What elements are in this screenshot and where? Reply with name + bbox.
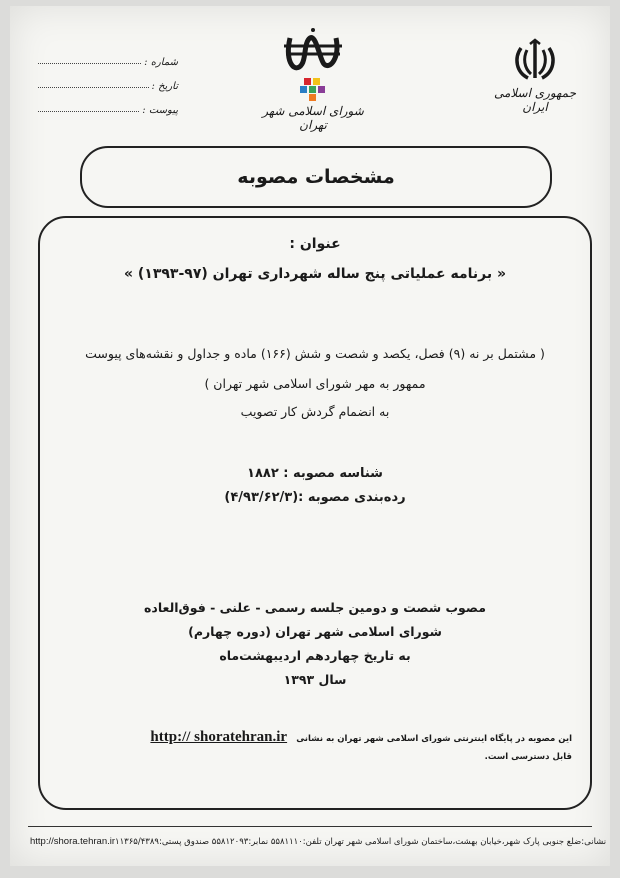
date-label: تاریخ : bbox=[151, 81, 178, 92]
blue-block bbox=[300, 86, 307, 93]
subject-value: « برنامه عملیاتی پنج ساله شهرداری تهران (۹۷-۱۳۹۳) » bbox=[123, 266, 507, 282]
attachment-label: پیوست : bbox=[142, 105, 178, 116]
title-box bbox=[80, 146, 552, 208]
website-link[interactable]: http:// shoratehran.ir bbox=[150, 729, 288, 745]
red-block bbox=[304, 78, 311, 85]
attachment-field bbox=[38, 92, 178, 116]
footer-website-link[interactable]: http://shora.tehran.ir bbox=[30, 836, 116, 847]
website-note-end: قابل دسترسی است. bbox=[484, 752, 572, 762]
resolution-id: شناسه مصوبه : ۱۸۸۲ bbox=[247, 466, 383, 481]
yellow-block bbox=[313, 78, 320, 85]
attachment-dotted-line bbox=[38, 111, 139, 112]
document-page bbox=[10, 6, 610, 866]
number-field bbox=[38, 44, 178, 68]
city-council-logo-icon bbox=[276, 24, 350, 102]
page-title: مشخصات مصوبه bbox=[237, 166, 395, 188]
logo-caption: شورای اسلامی شهر تهران bbox=[262, 104, 364, 132]
description-line: ممهور به مهر شورای اسلامی شهر تهران ) bbox=[204, 376, 426, 391]
approval-line: شورای اسلامی شهر تهران (دوره چهارم) bbox=[188, 624, 442, 639]
resolution-details-box bbox=[38, 216, 592, 810]
orange-block bbox=[309, 94, 316, 101]
website-note-text: این مصوبه در پایگاه اینترنتی شورای اسلامی شهر تهران به نشانی bbox=[296, 734, 572, 744]
description-line: به انضمام گردش کار تصویب bbox=[240, 404, 390, 419]
date-field bbox=[38, 68, 178, 92]
footer-divider bbox=[28, 826, 592, 827]
approval-line: سال ۱۳۹۳ bbox=[283, 672, 347, 687]
city-council-logo bbox=[248, 24, 378, 132]
iran-emblem-icon bbox=[512, 38, 558, 82]
number-label: شماره : bbox=[144, 57, 178, 68]
colored-blocks bbox=[300, 78, 325, 101]
purple-block bbox=[318, 86, 325, 93]
footer-address: نشانی:ضلع جنوبی پارک شهر،خیابان بهشت،ساختمان شورای اسلامی شهر تهران تلفن:۵۵۸۱۱۱۰ نمابر:۵۵۸۱۲۰۹۳ صندوق پستی:۱۱۳۶۵/۴۳۸۹ bbox=[115, 836, 607, 847]
date-dotted-line bbox=[38, 87, 149, 88]
approval-line: به تاریخ چهاردهم اردیبهشت‌ماه bbox=[219, 648, 411, 663]
website-note bbox=[52, 726, 572, 746]
footer bbox=[30, 836, 607, 847]
approval-line: مصوب شصت و دومین جلسه رسمی - علنی - فوق‌العاده bbox=[144, 600, 486, 615]
number-dotted-line bbox=[38, 63, 141, 64]
description-line: ( مشتمل بر نه (۹) فصل، یکصد و شصت و شش (۱۶۶) ماده و جداول و نقشه‌های پیوست bbox=[85, 346, 545, 361]
subject-label: عنوان : bbox=[289, 236, 341, 252]
resolution-classification: رده‌بندی مصوبه :(۴/۹۳/۶۲/۳) bbox=[224, 490, 406, 505]
iran-emblem bbox=[480, 38, 590, 114]
emblem-caption: جمهوری اسلامی ایران bbox=[493, 86, 577, 114]
letterhead-fields bbox=[38, 44, 178, 116]
green-block bbox=[309, 86, 316, 93]
